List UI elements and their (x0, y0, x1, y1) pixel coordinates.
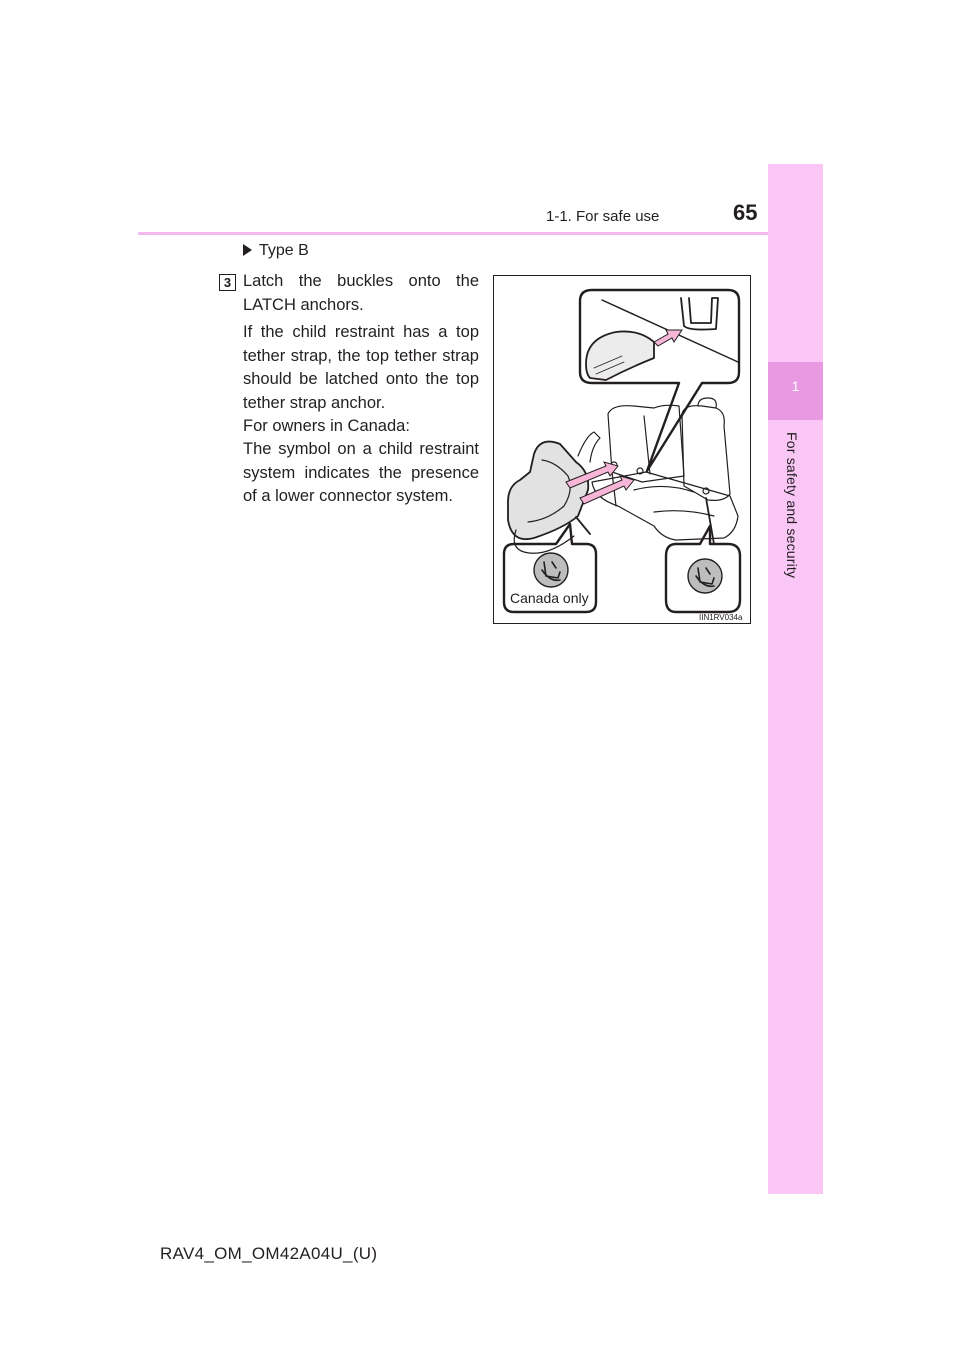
step-text: Latch the buckles onto the LATCH anchors. (243, 272, 479, 314)
bullet-type-b (243, 242, 309, 260)
canada-heading: For owners in Canada: (243, 417, 410, 435)
image-code: IIN1RV034a (699, 613, 743, 622)
chapter-side-tab[interactable] (768, 164, 823, 1194)
chapter-number: 1 (791, 378, 800, 394)
canada-text: The symbol on a child restraint system indicates the presence of a lower connector system. (243, 440, 479, 505)
page-number: 65 (733, 200, 758, 225)
canada-only-label: Canada only (510, 590, 589, 606)
arrow-top-anchor-icon (654, 330, 682, 346)
latch-illustration (493, 275, 751, 624)
seat-illustration-svg (494, 276, 752, 625)
child-seat (508, 442, 588, 540)
step-number-box: 3 (219, 274, 236, 291)
chapter-number-tab (768, 362, 823, 420)
footer-model-code: RAV4_OM_OM42A04U_(U) (160, 1244, 378, 1263)
section-title: 1-1. For safe use (546, 208, 660, 225)
tether-text: If the child restraint has a top tether strap, the top tether strap should be latched onto the top tether strap anchor. (243, 323, 479, 412)
header-rule (138, 232, 823, 235)
child-seat-symbol-icon (534, 553, 568, 587)
chapter-title: For safety and security (784, 432, 800, 579)
triangle-bullet-icon (243, 244, 252, 256)
child-seat-symbol-icon-2 (688, 559, 722, 593)
bullet-label: Type B (259, 242, 309, 259)
